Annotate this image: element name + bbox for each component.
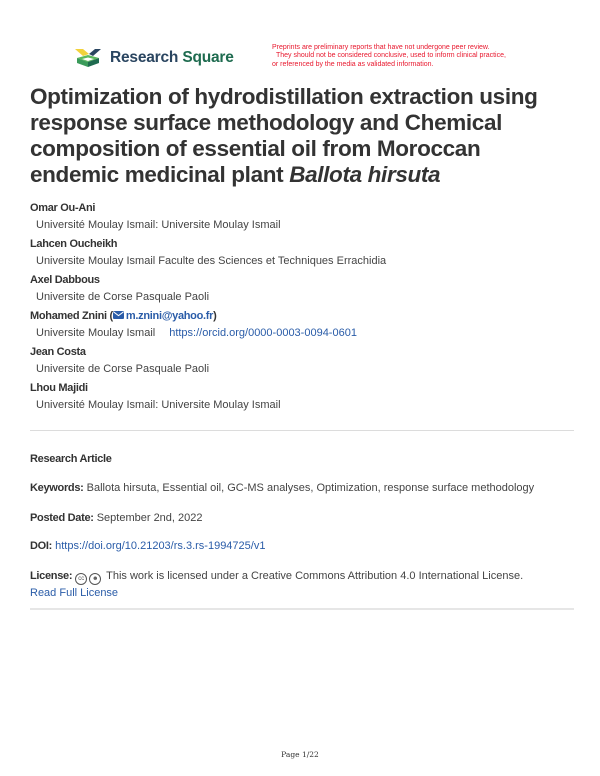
orcid-link[interactable]: https://orcid.org/0000-0003-0094-0601 [169, 327, 357, 339]
header [74, 44, 574, 74]
license-row [30, 568, 575, 601]
author-affiliation: Université Moulay Ismail: Universite Moulay Ismail [36, 399, 281, 411]
logo-word-square: Square [182, 49, 234, 66]
author-entry [30, 236, 570, 272]
license-label: License: [30, 570, 73, 582]
author-affiliation: Université Moulay Ismail: Universite Moulay Ismail [36, 219, 281, 231]
keywords-row [30, 480, 575, 496]
author-name: Mohamed Znini [30, 310, 107, 322]
cc-icon: cc [75, 573, 87, 585]
disclaimer-line: Preprints are preliminary reports that have not undergone peer review. [272, 44, 490, 51]
posted-date-label: Posted Date: [30, 512, 94, 524]
author-name: Axel Dabbous [30, 274, 100, 286]
author-name: Omar Ou-Ani [30, 202, 96, 214]
disclaimer-line: or referenced by the media as validated information. [272, 60, 434, 68]
author-name: Lhou Majidi [30, 382, 88, 394]
by-icon: ☻ [89, 573, 101, 585]
doi-label: DOI: [30, 540, 53, 552]
logo-text [110, 49, 234, 67]
read-full-license-link[interactable]: Read Full License [30, 587, 119, 599]
author-affiliation: Universite de Corse Pasquale Paoli [36, 291, 210, 303]
research-square-logo[interactable] [74, 47, 234, 69]
author-email-link[interactable]: m.znini@yahoo.fr [125, 310, 214, 322]
disclaimer-line: They should not be considered conclusive, used to inform clinical practice, [276, 52, 506, 60]
author-list [30, 200, 570, 416]
divider [30, 430, 574, 431]
author-affiliation-row [30, 325, 570, 344]
doi-row [30, 538, 575, 554]
posted-date-value: September 2nd, 2022 [96, 512, 203, 524]
article-type: Research Article [30, 453, 112, 465]
paper-title [30, 84, 570, 188]
posted-date-row [30, 510, 575, 526]
author-entry [30, 344, 570, 380]
author-name-row [30, 308, 570, 325]
mail-icon [113, 311, 124, 319]
logo-word-research: Research [110, 49, 179, 66]
title-main: Optimization of hydrodistillation extraction using response surface methodology and Chemical composition of essential oil from Moroccan endemic medicinal plant [30, 84, 538, 187]
keywords-value: Ballota hirsuta, Essential oil, GC-MS analyses, Optimization, response surface methodology [86, 482, 535, 494]
preprint-disclaimer [272, 44, 592, 69]
author-entry-corresponding [30, 308, 570, 344]
page-number: Page 1/22 [281, 750, 319, 759]
license-text: This work is licensed under a Creative Commons Attribution 4.0 International License. [106, 570, 524, 582]
doi-link[interactable]: https://doi.org/10.21203/rs.3.rs-1994725/v1 [55, 540, 266, 552]
author-name: Lahcen Oucheikh [30, 238, 118, 250]
research-square-logo-icon [74, 47, 102, 69]
author-affiliation: Universite de Corse Pasquale Paoli [36, 363, 210, 375]
author-affiliation: Universite Moulay Ismail Faculte des Sciences et Techniques Errachidia [36, 255, 387, 267]
author-entry [30, 380, 570, 416]
author-affiliation: Universite Moulay Ismail [36, 327, 156, 339]
author-entry [30, 272, 570, 308]
divider [30, 608, 574, 610]
author-entry [30, 200, 570, 236]
title-species: Ballota hirsuta [289, 162, 441, 187]
author-name: Jean Costa [30, 346, 86, 358]
keywords-label: Keywords: [30, 482, 84, 494]
email-wrapper: ( m.znini@yahoo.fr) [109, 310, 217, 322]
